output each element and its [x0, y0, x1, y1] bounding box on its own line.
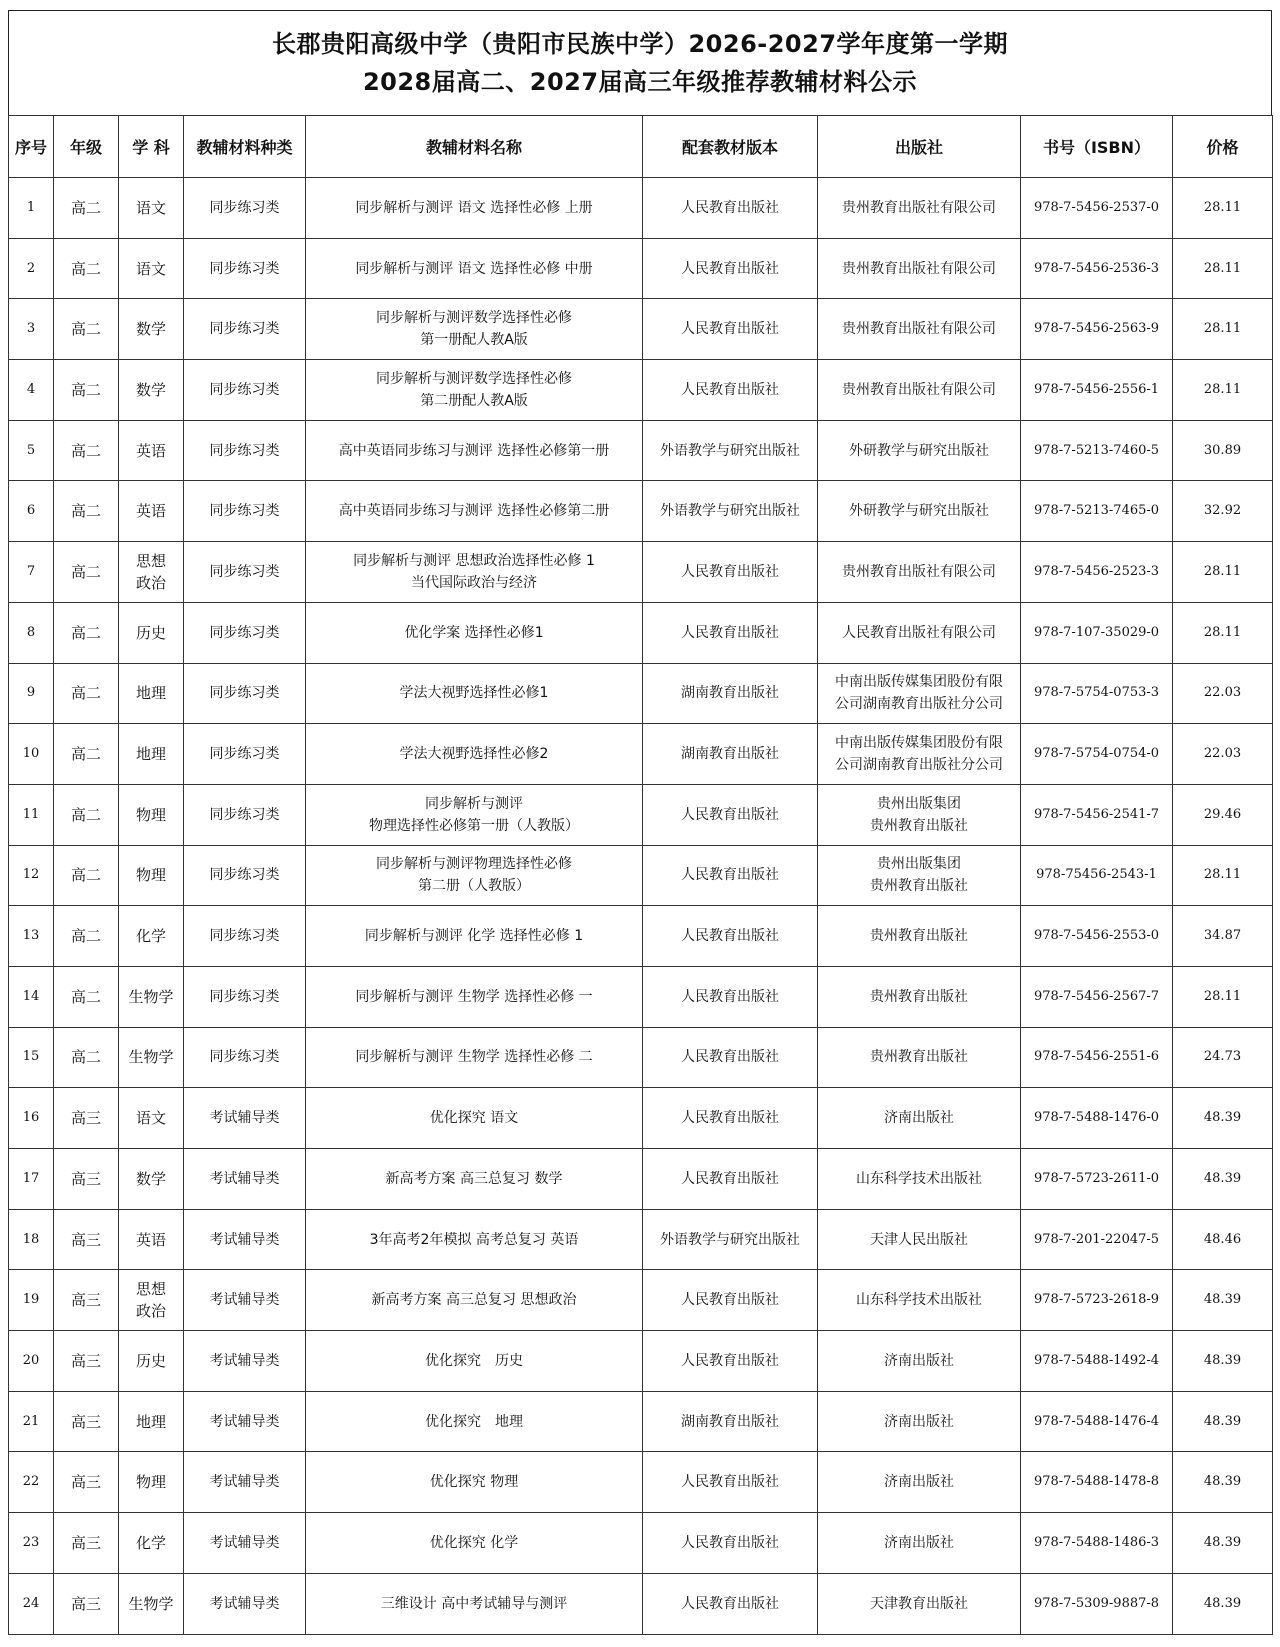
- table-row: [9, 1209, 1273, 1270]
- cell-price: 48.39: [1173, 1391, 1273, 1452]
- cell-publisher: 山东科学技术出版社: [818, 1149, 1021, 1210]
- cell-grade: 高三: [54, 1573, 119, 1634]
- cell-edition: 人民教育出版社: [643, 1331, 818, 1392]
- cell-name: 优化学案 选择性必修1: [306, 602, 643, 663]
- cell-name: 优化探究 历史: [306, 1331, 643, 1392]
- table-row: [9, 1331, 1273, 1392]
- cell-type: 考试辅导类: [184, 1088, 306, 1149]
- cell-name: 同步解析与测评 思想政治选择性必修 1 当代国际政治与经济: [306, 542, 643, 603]
- table-row: [9, 1452, 1273, 1513]
- cell-publisher: 外研教学与研究出版社: [818, 481, 1021, 542]
- cell-publisher: 人民教育出版社有限公司: [818, 602, 1021, 663]
- cell-grade: 高三: [54, 1513, 119, 1574]
- cell-publisher: 贵州教育出版社有限公司: [818, 542, 1021, 603]
- materials-table: [8, 115, 1273, 1635]
- cell-edition: 外语教学与研究出版社: [643, 481, 818, 542]
- cell-type: 考试辅导类: [184, 1149, 306, 1210]
- cell-price: 48.39: [1173, 1149, 1273, 1210]
- cell-price: 30.89: [1173, 420, 1273, 481]
- cell-edition: 人民教育出版社: [643, 1513, 818, 1574]
- cell-grade: 高三: [54, 1391, 119, 1452]
- table-row: [9, 1513, 1273, 1574]
- cell-subject: 物理: [119, 1452, 184, 1513]
- cell-no: 18: [9, 1209, 54, 1270]
- cell-subject: 生物学: [119, 966, 184, 1027]
- cell-name: 同步解析与测评 生物学 选择性必修 一: [306, 966, 643, 1027]
- cell-isbn: 978-7-5213-7460-5: [1021, 420, 1173, 481]
- cell-name: 同步解析与测评 语文 选择性必修 中册: [306, 238, 643, 299]
- cell-subject: 英语: [119, 481, 184, 542]
- cell-name: 同步解析与测评 生物学 选择性必修 二: [306, 1027, 643, 1088]
- cell-name: 三维设计 高中考试辅导与测评: [306, 1573, 643, 1634]
- cell-edition: 外语教学与研究出版社: [643, 420, 818, 481]
- cell-type: 同步练习类: [184, 299, 306, 360]
- cell-publisher: 贵州教育出版社有限公司: [818, 238, 1021, 299]
- title-block: [8, 10, 1272, 115]
- document-sheet: [8, 10, 1272, 1635]
- cell-type: 同步练习类: [184, 784, 306, 845]
- table-row: [9, 966, 1273, 1027]
- cell-subject: 生物学: [119, 1573, 184, 1634]
- header-isbn: 书号（ISBN）: [1021, 116, 1173, 178]
- cell-edition: 人民教育出版社: [643, 360, 818, 421]
- cell-type: 同步练习类: [184, 724, 306, 785]
- cell-no: 15: [9, 1027, 54, 1088]
- cell-edition: 人民教育出版社: [643, 1573, 818, 1634]
- cell-publisher: 贵州教育出版社: [818, 1027, 1021, 1088]
- cell-no: 24: [9, 1573, 54, 1634]
- cell-no: 13: [9, 906, 54, 967]
- cell-edition: 人民教育出版社: [643, 784, 818, 845]
- cell-edition: 人民教育出版社: [643, 178, 818, 239]
- cell-publisher: 贵州出版集团 贵州教育出版社: [818, 784, 1021, 845]
- cell-publisher: 贵州教育出版社: [818, 906, 1021, 967]
- cell-price: 28.11: [1173, 845, 1273, 906]
- cell-type: 同步练习类: [184, 178, 306, 239]
- cell-isbn: 978-7-5456-2523-3: [1021, 542, 1173, 603]
- cell-isbn: 978-7-107-35029-0: [1021, 602, 1173, 663]
- cell-name: 优化探究 物理: [306, 1452, 643, 1513]
- cell-price: 22.03: [1173, 663, 1273, 724]
- table-row: [9, 1573, 1273, 1634]
- table-row: [9, 1270, 1273, 1331]
- table-row: [9, 602, 1273, 663]
- cell-isbn: 978-7-5754-0754-0: [1021, 724, 1173, 785]
- cell-grade: 高二: [54, 845, 119, 906]
- cell-name: 高中英语同步练习与测评 选择性必修第二册: [306, 481, 643, 542]
- cell-subject: 英语: [119, 420, 184, 481]
- cell-name: 优化探究 化学: [306, 1513, 643, 1574]
- cell-subject: 物理: [119, 845, 184, 906]
- cell-subject: 语文: [119, 238, 184, 299]
- cell-edition: 湖南教育出版社: [643, 663, 818, 724]
- cell-subject: 数学: [119, 1149, 184, 1210]
- table-row: [9, 542, 1273, 603]
- cell-subject: 语文: [119, 1088, 184, 1149]
- cell-publisher: 贵州教育出版社有限公司: [818, 178, 1021, 239]
- cell-edition: 人民教育出版社: [643, 602, 818, 663]
- cell-edition: 人民教育出版社: [643, 1149, 818, 1210]
- cell-grade: 高二: [54, 602, 119, 663]
- cell-no: 6: [9, 481, 54, 542]
- cell-edition: 人民教育出版社: [643, 1452, 818, 1513]
- cell-price: 24.73: [1173, 1027, 1273, 1088]
- cell-publisher: 贵州教育出版社有限公司: [818, 360, 1021, 421]
- table-row: [9, 784, 1273, 845]
- cell-grade: 高二: [54, 724, 119, 785]
- cell-grade: 高二: [54, 966, 119, 1027]
- cell-price: 28.11: [1173, 178, 1273, 239]
- cell-publisher: 济南出版社: [818, 1331, 1021, 1392]
- cell-isbn: 978-7-5309-9887-8: [1021, 1573, 1173, 1634]
- cell-price: 22.03: [1173, 724, 1273, 785]
- cell-price: 34.87: [1173, 906, 1273, 967]
- cell-isbn: 978-7-5456-2563-9: [1021, 299, 1173, 360]
- cell-no: 21: [9, 1391, 54, 1452]
- header-no: 序号: [9, 116, 54, 178]
- cell-price: 28.11: [1173, 602, 1273, 663]
- cell-grade: 高二: [54, 178, 119, 239]
- cell-publisher: 中南出版传媒集团股份有限 公司湖南教育出版社分公司: [818, 724, 1021, 785]
- cell-name: 同步解析与测评数学选择性必修 第二册配人教A版: [306, 360, 643, 421]
- header-name: 教辅材料名称: [306, 116, 643, 178]
- cell-name: 同步解析与测评 语文 选择性必修 上册: [306, 178, 643, 239]
- cell-subject: 地理: [119, 663, 184, 724]
- cell-no: 12: [9, 845, 54, 906]
- cell-isbn: 978-7-5456-2567-7: [1021, 966, 1173, 1027]
- table-row: [9, 481, 1273, 542]
- cell-type: 同步练习类: [184, 238, 306, 299]
- table-row: [9, 906, 1273, 967]
- cell-type: 同步练习类: [184, 602, 306, 663]
- cell-grade: 高三: [54, 1149, 119, 1210]
- cell-no: 23: [9, 1513, 54, 1574]
- cell-no: 22: [9, 1452, 54, 1513]
- cell-isbn: 978-7-5754-0753-3: [1021, 663, 1173, 724]
- cell-isbn: 978-7-5488-1476-4: [1021, 1391, 1173, 1452]
- cell-isbn: 978-7-5723-2611-0: [1021, 1149, 1173, 1210]
- cell-edition: 人民教育出版社: [643, 1027, 818, 1088]
- cell-publisher: 山东科学技术出版社: [818, 1270, 1021, 1331]
- header-edition: 配套教材版本: [643, 116, 818, 178]
- cell-price: 29.46: [1173, 784, 1273, 845]
- cell-isbn: 978-7-5456-2556-1: [1021, 360, 1173, 421]
- cell-price: 28.11: [1173, 542, 1273, 603]
- cell-grade: 高三: [54, 1452, 119, 1513]
- table-row: [9, 845, 1273, 906]
- cell-isbn: 978-7-5488-1486-3: [1021, 1513, 1173, 1574]
- cell-name: 优化探究 语文: [306, 1088, 643, 1149]
- cell-edition: 人民教育出版社: [643, 1088, 818, 1149]
- cell-isbn: 978-75456-2543-1: [1021, 845, 1173, 906]
- cell-subject: 语文: [119, 178, 184, 239]
- cell-subject: 化学: [119, 1513, 184, 1574]
- cell-edition: 人民教育出版社: [643, 238, 818, 299]
- table-row: [9, 238, 1273, 299]
- cell-price: 48.39: [1173, 1331, 1273, 1392]
- cell-name: 同步解析与测评数学选择性必修 第一册配人教A版: [306, 299, 643, 360]
- table-row: [9, 663, 1273, 724]
- cell-type: 考试辅导类: [184, 1573, 306, 1634]
- table-body: [9, 178, 1273, 1635]
- cell-type: 考试辅导类: [184, 1391, 306, 1452]
- cell-name: 3年高考2年模拟 高考总复习 英语: [306, 1209, 643, 1270]
- table-row: [9, 1391, 1273, 1452]
- cell-no: 10: [9, 724, 54, 785]
- cell-price: 48.39: [1173, 1270, 1273, 1331]
- cell-publisher: 天津人民出版社: [818, 1209, 1021, 1270]
- cell-price: 48.39: [1173, 1088, 1273, 1149]
- cell-price: 48.39: [1173, 1513, 1273, 1574]
- cell-no: 3: [9, 299, 54, 360]
- cell-type: 考试辅导类: [184, 1331, 306, 1392]
- cell-grade: 高二: [54, 784, 119, 845]
- cell-type: 同步练习类: [184, 481, 306, 542]
- cell-grade: 高二: [54, 238, 119, 299]
- cell-subject: 思想 政治: [119, 1270, 184, 1331]
- cell-subject: 思想 政治: [119, 542, 184, 603]
- cell-isbn: 978-7-5488-1492-4: [1021, 1331, 1173, 1392]
- cell-no: 16: [9, 1088, 54, 1149]
- cell-price: 48.39: [1173, 1452, 1273, 1513]
- cell-grade: 高二: [54, 420, 119, 481]
- cell-no: 19: [9, 1270, 54, 1331]
- cell-publisher: 贵州教育出版社: [818, 966, 1021, 1027]
- cell-edition: 人民教育出版社: [643, 845, 818, 906]
- cell-type: 同步练习类: [184, 1027, 306, 1088]
- cell-type: 同步练习类: [184, 906, 306, 967]
- title-line-2: 2028届高二、2027届高三年级推荐教辅材料公示: [362, 68, 918, 96]
- cell-subject: 数学: [119, 299, 184, 360]
- header-subject: 学 科: [119, 116, 184, 178]
- cell-name: 新高考方案 高三总复习 思想政治: [306, 1270, 643, 1331]
- header-grade: 年级: [54, 116, 119, 178]
- cell-price: 48.46: [1173, 1209, 1273, 1270]
- cell-publisher: 济南出版社: [818, 1088, 1021, 1149]
- table-row: [9, 1149, 1273, 1210]
- cell-subject: 历史: [119, 602, 184, 663]
- cell-grade: 高二: [54, 299, 119, 360]
- cell-subject: 历史: [119, 1331, 184, 1392]
- cell-subject: 生物学: [119, 1027, 184, 1088]
- cell-type: 同步练习类: [184, 663, 306, 724]
- cell-no: 2: [9, 238, 54, 299]
- cell-isbn: 978-7-5456-2553-0: [1021, 906, 1173, 967]
- cell-isbn: 978-7-5213-7465-0: [1021, 481, 1173, 542]
- cell-type: 同步练习类: [184, 360, 306, 421]
- header-type: 教辅材料种类: [184, 116, 306, 178]
- cell-no: 17: [9, 1149, 54, 1210]
- cell-price: 28.11: [1173, 360, 1273, 421]
- cell-type: 同步练习类: [184, 542, 306, 603]
- cell-subject: 物理: [119, 784, 184, 845]
- cell-type: 同步练习类: [184, 966, 306, 1027]
- cell-isbn: 978-7-5723-2618-9: [1021, 1270, 1173, 1331]
- cell-name: 新高考方案 高三总复习 数学: [306, 1149, 643, 1210]
- cell-price: 28.11: [1173, 966, 1273, 1027]
- cell-subject: 地理: [119, 1391, 184, 1452]
- cell-isbn: 978-7-5456-2537-0: [1021, 178, 1173, 239]
- cell-name: 同步解析与测评 物理选择性必修第一册（人教版）: [306, 784, 643, 845]
- cell-edition: 外语教学与研究出版社: [643, 1209, 818, 1270]
- cell-grade: 高三: [54, 1331, 119, 1392]
- cell-subject: 地理: [119, 724, 184, 785]
- cell-subject: 数学: [119, 360, 184, 421]
- table-row: [9, 1088, 1273, 1149]
- cell-grade: 高二: [54, 1027, 119, 1088]
- cell-no: 14: [9, 966, 54, 1027]
- cell-no: 8: [9, 602, 54, 663]
- cell-subject: 英语: [119, 1209, 184, 1270]
- cell-price: 48.39: [1173, 1573, 1273, 1634]
- cell-publisher: 中南出版传媒集团股份有限 公司湖南教育出版社分公司: [818, 663, 1021, 724]
- cell-name: 同步解析与测评 化学 选择性必修 1: [306, 906, 643, 967]
- table-row: [9, 1027, 1273, 1088]
- cell-price: 32.92: [1173, 481, 1273, 542]
- cell-name: 优化探究 地理: [306, 1391, 643, 1452]
- cell-edition: 人民教育出版社: [643, 906, 818, 967]
- cell-grade: 高三: [54, 1088, 119, 1149]
- cell-isbn: 978-7-5456-2551-6: [1021, 1027, 1173, 1088]
- cell-isbn: 978-7-5456-2541-7: [1021, 784, 1173, 845]
- cell-type: 同步练习类: [184, 845, 306, 906]
- cell-no: 11: [9, 784, 54, 845]
- cell-subject: 化学: [119, 906, 184, 967]
- title-line-1: 长郡贵阳高级中学（贵阳市民族中学）2026-2027学年度第一学期: [271, 30, 1009, 58]
- cell-isbn: 978-7-5488-1476-0: [1021, 1088, 1173, 1149]
- cell-edition: 湖南教育出版社: [643, 1391, 818, 1452]
- cell-publisher: 济南出版社: [818, 1513, 1021, 1574]
- cell-publisher: 天津教育出版社: [818, 1573, 1021, 1634]
- cell-isbn: 978-7-5456-2536-3: [1021, 238, 1173, 299]
- table-header-row: [9, 116, 1273, 178]
- table-row: [9, 178, 1273, 239]
- cell-type: 考试辅导类: [184, 1209, 306, 1270]
- cell-grade: 高二: [54, 481, 119, 542]
- cell-type: 考试辅导类: [184, 1513, 306, 1574]
- cell-grade: 高二: [54, 663, 119, 724]
- cell-name: 学法大视野选择性必修2: [306, 724, 643, 785]
- cell-publisher: 济南出版社: [818, 1452, 1021, 1513]
- cell-name: 学法大视野选择性必修1: [306, 663, 643, 724]
- cell-grade: 高三: [54, 1270, 119, 1331]
- table-row: [9, 420, 1273, 481]
- cell-no: 9: [9, 663, 54, 724]
- table-row: [9, 360, 1273, 421]
- cell-name: 高中英语同步练习与测评 选择性必修第一册: [306, 420, 643, 481]
- table-row: [9, 724, 1273, 785]
- cell-grade: 高二: [54, 542, 119, 603]
- cell-edition: 湖南教育出版社: [643, 724, 818, 785]
- cell-publisher: 贵州教育出版社有限公司: [818, 299, 1021, 360]
- cell-isbn: 978-7-5488-1478-8: [1021, 1452, 1173, 1513]
- header-publisher: 出版社: [818, 116, 1021, 178]
- cell-edition: 人民教育出版社: [643, 299, 818, 360]
- header-price: 价格: [1173, 116, 1273, 178]
- cell-edition: 人民教育出版社: [643, 1270, 818, 1331]
- cell-grade: 高二: [54, 906, 119, 967]
- cell-price: 28.11: [1173, 238, 1273, 299]
- cell-no: 20: [9, 1331, 54, 1392]
- table-row: [9, 299, 1273, 360]
- cell-grade: 高二: [54, 360, 119, 421]
- cell-name: 同步解析与测评物理选择性必修 第二册（人教版）: [306, 845, 643, 906]
- cell-type: 考试辅导类: [184, 1270, 306, 1331]
- cell-edition: 人民教育出版社: [643, 542, 818, 603]
- cell-no: 4: [9, 360, 54, 421]
- cell-type: 同步练习类: [184, 420, 306, 481]
- cell-no: 5: [9, 420, 54, 481]
- cell-price: 28.11: [1173, 299, 1273, 360]
- cell-publisher: 贵州出版集团 贵州教育出版社: [818, 845, 1021, 906]
- cell-isbn: 978-7-201-22047-5: [1021, 1209, 1173, 1270]
- cell-grade: 高三: [54, 1209, 119, 1270]
- cell-edition: 人民教育出版社: [643, 966, 818, 1027]
- cell-no: 7: [9, 542, 54, 603]
- cell-type: 考试辅导类: [184, 1452, 306, 1513]
- cell-no: 1: [9, 178, 54, 239]
- cell-publisher: 济南出版社: [818, 1391, 1021, 1452]
- cell-publisher: 外研教学与研究出版社: [818, 420, 1021, 481]
